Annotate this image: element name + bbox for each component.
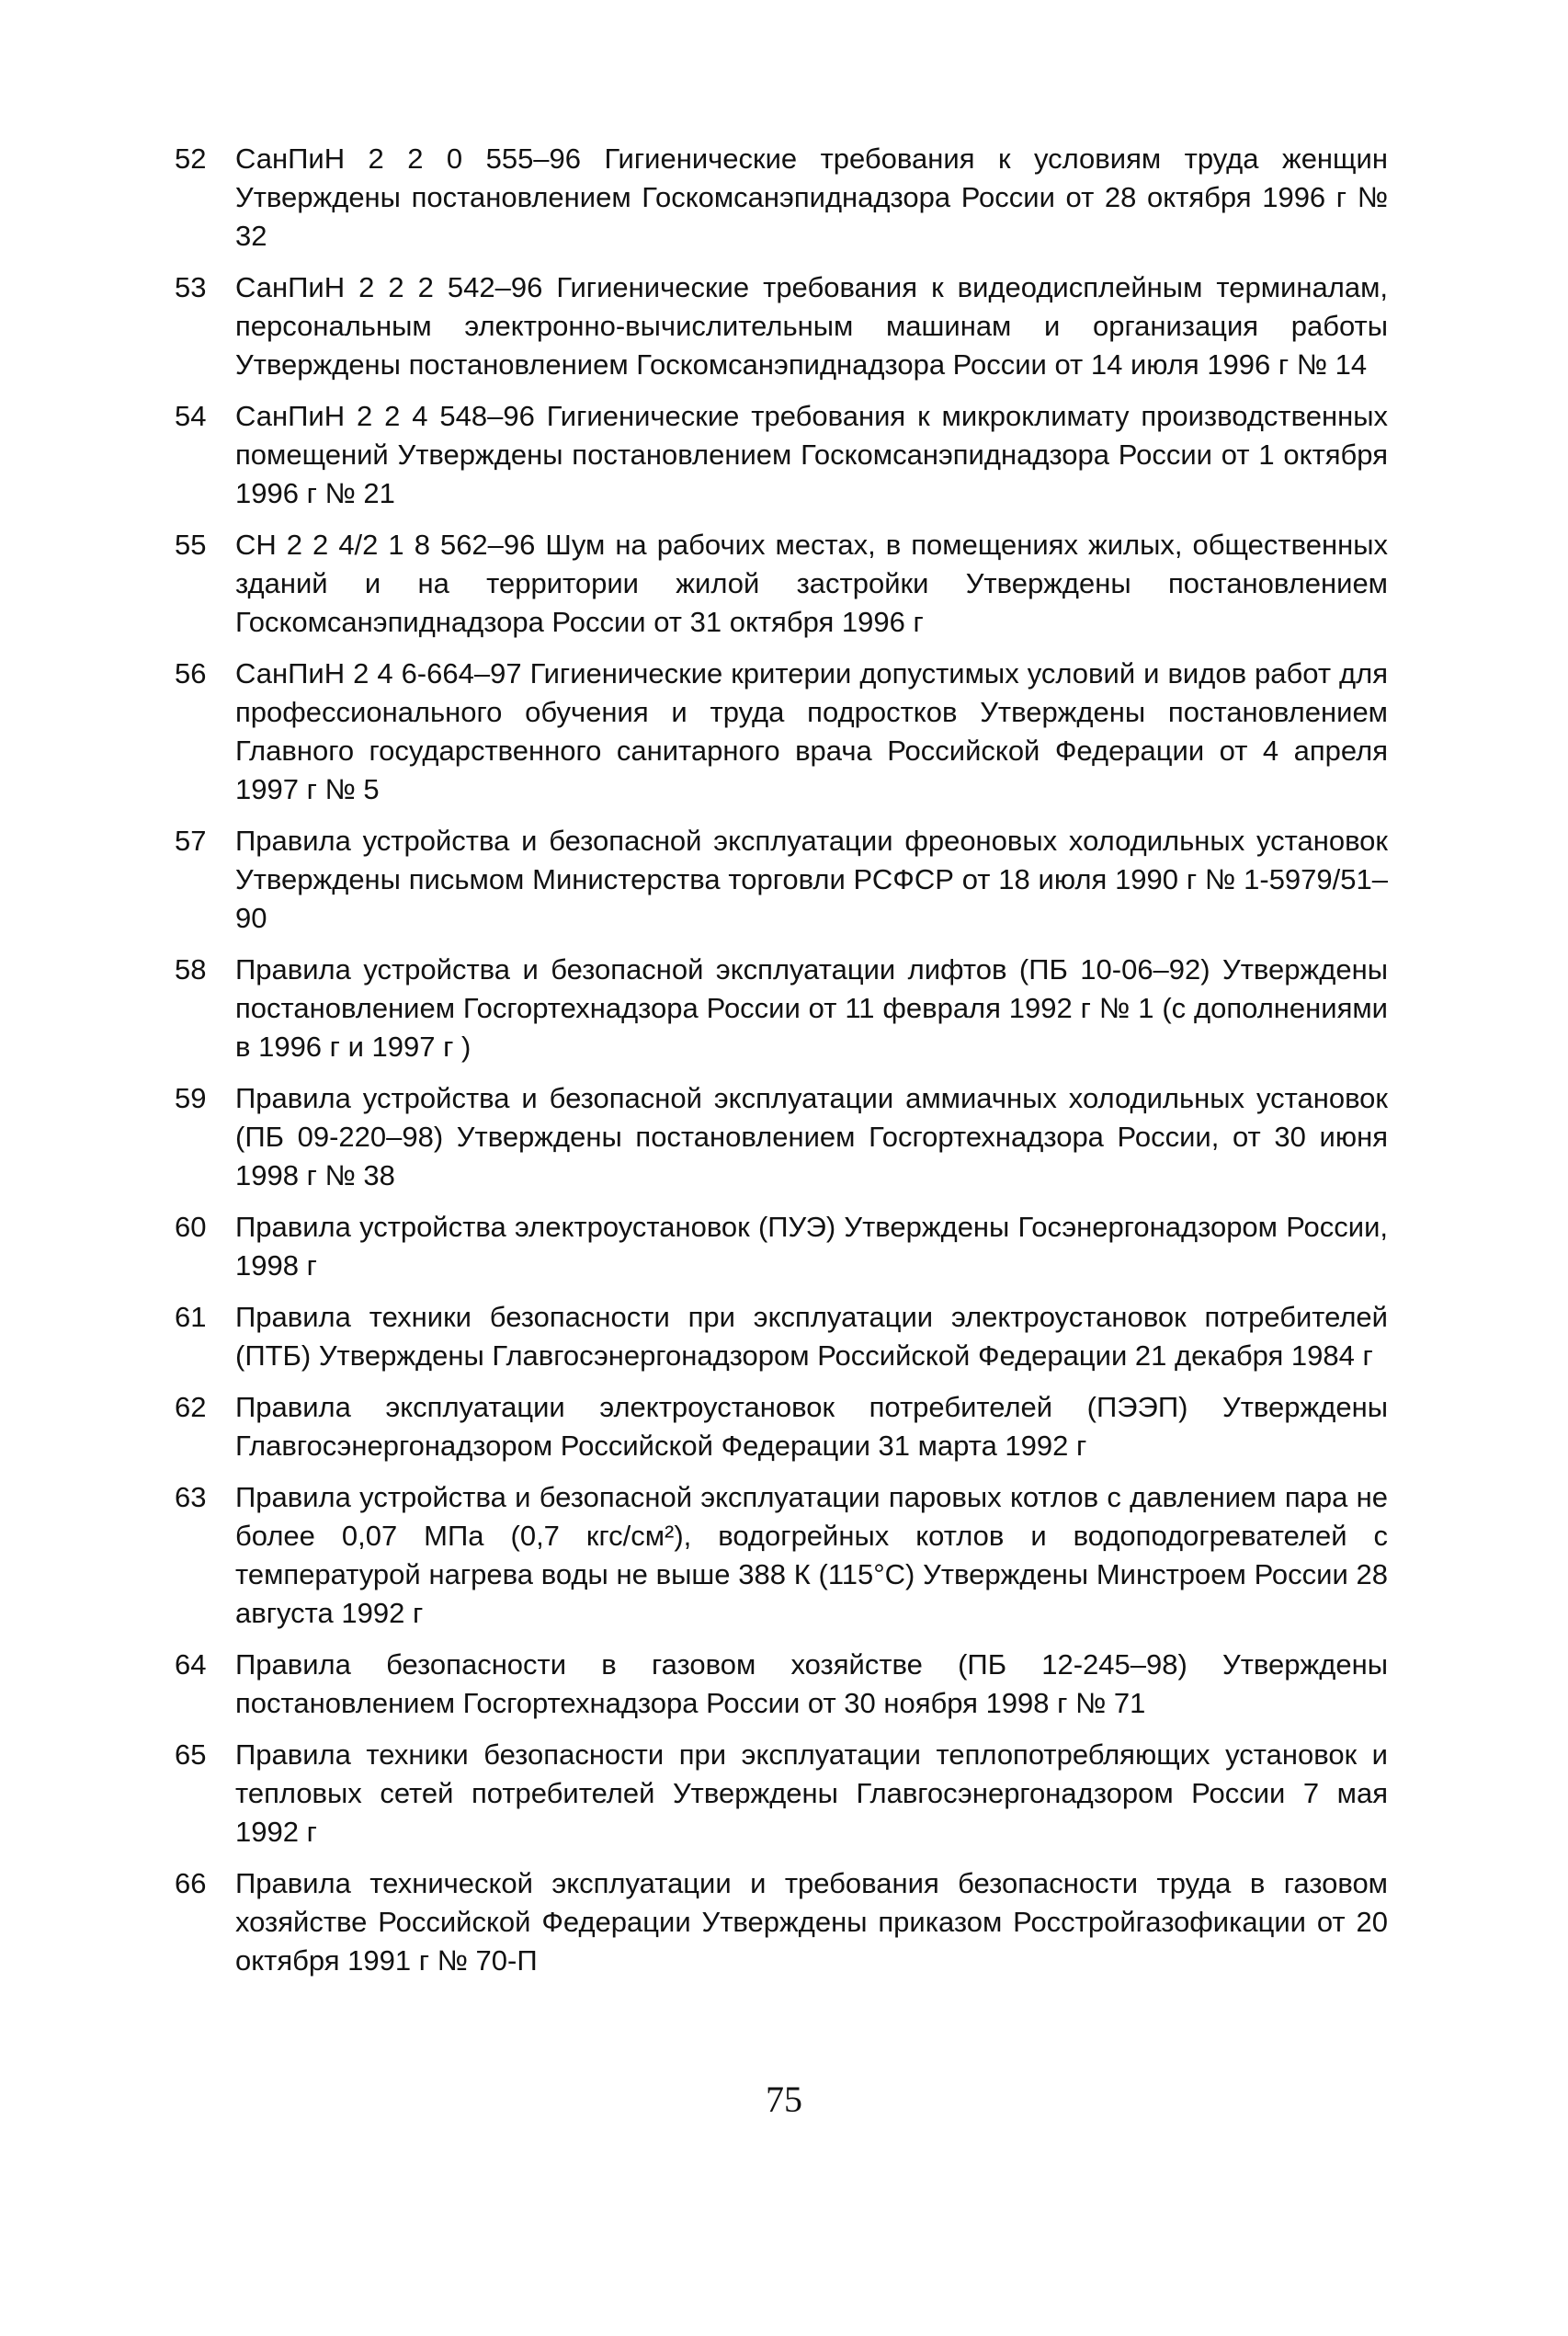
reference-list bbox=[175, 140, 1388, 1993]
page-number: 75 bbox=[766, 2079, 802, 2120]
reference-text: Правила устройства и безопасной эксплуатации аммиачных холодильных установок (ПБ 09-220–98) Утверждены постановлением Госгортехнадзора России, от 30 июня 1998 г № 38 bbox=[235, 1082, 1388, 1191]
reference-entry bbox=[175, 268, 1388, 384]
reference-number: 58 bbox=[175, 953, 207, 986]
reference-number: 61 bbox=[175, 1301, 207, 1333]
reference-number: 65 bbox=[175, 1738, 207, 1771]
reference-number: 53 bbox=[175, 271, 207, 303]
reference-text: Правила техники безопасности при эксплуатации теплопотребляющих установок и тепловых сетей потребителей Утверждены Главгосэнергонадзором России 7 мая 1992 г bbox=[235, 1738, 1388, 1848]
reference-number: 59 bbox=[175, 1082, 207, 1114]
reference-number: 60 bbox=[175, 1211, 207, 1243]
reference-text: СанПиН 2 4 6-664–97 Гигиенические критерии допустимых условий и видов работ для профессионального обучения и труда подростков Утверждены постановлением Главного государственного санитарного врача Российской Федерации от 4 апреля 1997 г № 5 bbox=[235, 657, 1388, 805]
reference-text: Правила устройства и безопасной эксплуатации лифтов (ПБ 10-06–92) Утверждены постановлением Госгортехнадзора России от 11 февраля 1992 г № 1 (с дополнениями в 1996 г и 1997 г ) bbox=[235, 953, 1388, 1063]
reference-text: Правила устройства электроустановок (ПУЭ) Утверждены Госэнергонадзором России, 1998 г bbox=[235, 1211, 1388, 1282]
reference-entry bbox=[175, 1208, 1388, 1285]
reference-text: Правила техники безопасности при эксплуатации электроустановок потребителей (ПТБ) Утверждены Главгосэнергонадзором Российской Федерации 21 декабря 1984 г bbox=[235, 1301, 1388, 1372]
reference-entry bbox=[175, 1646, 1388, 1723]
reference-text: Правила эксплуатации электроустановок потребителей (ПЭЭП) Утверждены Главгосэнергонадзором Российской Федерации 31 марта 1992 г bbox=[235, 1391, 1388, 1462]
reference-number: 56 bbox=[175, 657, 207, 689]
reference-entry bbox=[175, 655, 1388, 809]
reference-text: Правила устройства и безопасной эксплуатации фреоновых холодильных установок Утверждены письмом Министерства торговли РСФСР от 18 июля 1990 г № 1-5979/51–90 bbox=[235, 825, 1388, 934]
reference-number: 64 bbox=[175, 1648, 207, 1681]
reference-entry bbox=[175, 822, 1388, 938]
reference-number: 52 bbox=[175, 142, 207, 175]
reference-text: Правила устройства и безопасной эксплуатации паровых котлов с давлением пара не более 0,07 МПа (0,7 кгс/см²), водогрейных котлов и водоподогревателей с температурой нагрева воды не выше 388 К (115°С) Утверждены Минстроем России 28 августа 1992 г bbox=[235, 1481, 1388, 1629]
reference-entry bbox=[175, 1736, 1388, 1852]
reference-number: 62 bbox=[175, 1391, 207, 1423]
reference-number: 57 bbox=[175, 825, 207, 857]
reference-entry bbox=[175, 1079, 1388, 1195]
reference-entry bbox=[175, 140, 1388, 256]
reference-entry bbox=[175, 1478, 1388, 1633]
reference-text: Правила технической эксплуатации и требования безопасности труда в газовом хозяйстве Российской Федерации Утверждены приказом Росстройгазофикации от 20 октября 1991 г № 70-П bbox=[235, 1867, 1388, 1977]
reference-text: СанПиН 2 2 2 542–96 Гигиенические требования к видеодисплейным терминалам, персональным электронно-вычислительным машинам и организация работы Утверждены постановлением Госкомсанэпиднадзора России от 14 июля 1996 г № 14 bbox=[235, 271, 1388, 381]
reference-entry bbox=[175, 1388, 1388, 1465]
reference-entry bbox=[175, 1864, 1388, 1980]
reference-text: СанПиН 2 2 0 555–96 Гигиенические требования к условиям труда женщин Утверждены постановлением Госкомсанэпиднадзора России от 28 октября 1996 г № 32 bbox=[235, 142, 1388, 252]
reference-entry bbox=[175, 526, 1388, 642]
reference-text: СанПиН 2 2 4 548–96 Гигиенические требования к микроклимату производственных помещений Утверждены постановлением Госкомсанэпиднадзора России от 1 октября 1996 г № 21 bbox=[235, 400, 1388, 509]
reference-number: 66 bbox=[175, 1867, 207, 1899]
reference-entry bbox=[175, 951, 1388, 1066]
reference-number: 63 bbox=[175, 1481, 207, 1513]
reference-text: СН 2 2 4/2 1 8 562–96 Шум на рабочих местах, в помещениях жилых, общественных зданий и на территории жилой застройки Утверждены постановлением Госкомсанэпиднадзора России от 31 октября 1996 г bbox=[235, 529, 1388, 638]
reference-entry bbox=[175, 397, 1388, 513]
reference-number: 55 bbox=[175, 529, 207, 561]
reference-number: 54 bbox=[175, 400, 207, 432]
reference-entry bbox=[175, 1298, 1388, 1375]
reference-text: Правила безопасности в газовом хозяйстве (ПБ 12-245–98) Утверждены постановлением Госгортехнадзора России от 30 ноября 1998 г № 71 bbox=[235, 1648, 1388, 1719]
